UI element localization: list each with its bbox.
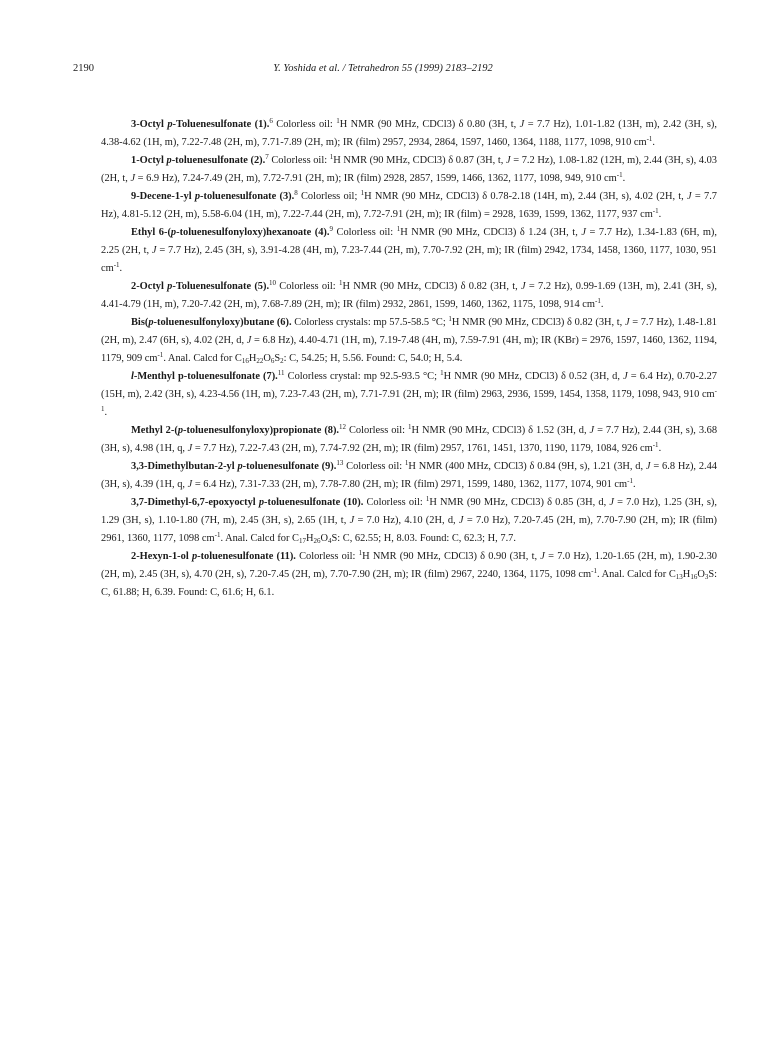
formula-subscript: 4 — [328, 537, 332, 545]
superscript: 1 — [408, 423, 412, 431]
name-text: 2-Octyl — [131, 281, 168, 292]
entry-text: : C, 54.25; H, 5.56. Found: C, 54.0; H, 5.4. — [283, 353, 463, 364]
entry-text: : C, 62.55; H, 8.03. Found: C, 62.3; H, 7.7. — [337, 533, 516, 544]
name-italic: p — [177, 425, 184, 436]
name-text: 1-Octyl — [131, 155, 167, 166]
name-text: -toluenesulfonate (9). — [242, 461, 337, 472]
formula-subscript: 16 — [241, 357, 249, 365]
entry-text: = 7.2 Hz), 1.08-1.82 (12H, m), 2.44 (3H, s), 4.03 (2H, t, — [101, 155, 717, 184]
compound-name — [131, 227, 329, 238]
reference-number: 13 — [336, 459, 344, 467]
entry-text: = 7.7 Hz), 1.48-1.81 (2H, m), 2.47 (6H, s), 4.02 (2H, d, — [101, 317, 717, 346]
name-italic: p — [167, 119, 173, 130]
entry-text: H NMR (90 MHz, CDCl3) δ 0.78-2.18 (14H, m), 2.44 (3H, s), 4.02 (2H, t, — [364, 191, 688, 202]
coupling-symbol: J — [624, 317, 630, 328]
entry-text: = 7.7 Hz), 1.34-1.83 (6H, m), 2.25 (2H, t, — [101, 227, 717, 256]
compound-name — [131, 317, 292, 328]
entry-text: H NMR (90 MHz, CDCl3) δ 0.82 (3H, t, — [342, 281, 522, 292]
formula-text: O — [263, 353, 271, 364]
entry-text: H NMR (90 MHz, CDCl3) δ 0.52 (3H, d, — [443, 371, 624, 382]
entry-text: Colorless oil: — [295, 551, 359, 562]
superscript: -1 — [627, 477, 633, 485]
coupling-symbol: J — [246, 335, 252, 346]
entry-text: Colorless oil: — [363, 497, 426, 508]
formula-subscript: 6 — [270, 357, 275, 365]
name-text: -toluenesulfonyloxy)hexanoate (4). — [176, 227, 330, 238]
compound-name — [131, 497, 363, 508]
formula-subscript: 3 — [704, 573, 709, 581]
formula-subscript: 22 — [256, 357, 264, 365]
page-header — [73, 63, 693, 79]
compound-entry — [101, 188, 717, 224]
superscript: -1 — [646, 135, 653, 143]
compound-name — [131, 281, 269, 292]
entry-text: = 7.0 Hz), 1.20-1.65 (2H, m), 1.90-2.30 (2H, m), 2.45 (3H, s), 4.70 (2H, s), 7.20-7.45 (2H, m), 7.70-7.90 (2H, m); IR (film) 2967, 2240, 1364, 1175, 1098 cm — [101, 551, 717, 580]
entry-text: H NMR (400 MHz, CDCl3) δ 0.84 (9H, s), 1.21 (3H, d, — [408, 461, 646, 472]
name-text: Bis( — [131, 317, 149, 328]
name-italic: p — [166, 155, 172, 166]
formula-subscript: 16 — [690, 573, 698, 581]
entry-text: = 6.4 Hz), 7.31-7.33 (2H, m), 7.78-7.80 (2H, m); IR (film) 2971, 1599, 1480, 1362, 1177, 1074, 901 cm — [192, 479, 628, 490]
compound-name — [131, 425, 339, 436]
entry-text: = 7.0 Hz), 1.25 (3H, s), 1.29 (3H, s), 1.10-1.80 (7H, m), 2.45 (3H, s), 2.65 (1H, t, — [101, 497, 717, 526]
entry-text: . — [632, 479, 636, 490]
compound-entry — [101, 494, 717, 548]
entry-text: . Anal. Calcd for C — [220, 533, 299, 544]
entry-text: = 7.2 Hz), 0.99-1.69 (13H, m), 2.41 (3H, s), 4.41-4.79 (1H, m), 7.20-7.42 (2H, m), 7.68-7.89 (2H, m); IR (film) 2932, 2861, 1599, 1460, 1362, 1175, 1098, 914 cm — [101, 281, 717, 310]
superscript: 1 — [448, 315, 452, 323]
entry-text: . Anal. Calcd for C — [596, 569, 676, 580]
formula-text: H — [682, 569, 691, 580]
name-text: Methyl 2-( — [131, 425, 178, 436]
superscript: -1 — [101, 387, 717, 413]
compound-name — [131, 371, 278, 382]
superscript: 1 — [338, 279, 343, 287]
coupling-symbol: J — [187, 443, 193, 454]
compound-entry — [101, 548, 717, 602]
formula-text: S — [274, 353, 281, 364]
formula-subscript: 17 — [298, 537, 306, 545]
name-text: -toluenesulfonate (2). — [171, 155, 266, 166]
superscript: -1 — [595, 297, 601, 305]
superscript: 1 — [404, 459, 409, 467]
reference-number: 10 — [269, 279, 277, 287]
coupling-symbol: J — [458, 515, 464, 526]
compound-name — [131, 191, 294, 202]
compound-name — [131, 551, 296, 562]
formula-text: H — [305, 533, 314, 544]
compound-entry — [101, 368, 717, 422]
reference-number: 12 — [339, 423, 347, 431]
coupling-symbol: J — [521, 281, 526, 292]
entry-text: = 7.0 Hz), 7.20-7.45 (2H, m), 7.70-7.90 (2H, m); IR (film) 2961, 1360, 1177, 1098 cm — [101, 515, 717, 544]
name-text: -Toluenesulfonate (1). — [172, 119, 270, 130]
entry-text: = 7.7 Hz), 2.44 (3H, s), 3.68 (3H, s), 4.98 (1H, q, — [101, 425, 718, 454]
name-text: -toluenesulfonyloxy)butane (6). — [153, 317, 292, 328]
entry-text: = 7.0 Hz), 4.10 (2H, d, — [354, 515, 459, 526]
entry-text: = 6.4 Hz), 0.70-2.27 (15H, m), 2.42 (3H, s), 4.23-4.56 (1H, m), 7.23-7.43 (2H, m), 7.71-7.91 (2H, m); IR (film) 2963, 2936, 1599, 1454, 1358, 1179, 1098, 943, 910 cm — [101, 371, 717, 400]
coupling-symbol: J — [540, 551, 545, 562]
name-text: Ethyl 6-( — [131, 227, 171, 238]
entry-text: H NMR (90 MHz, CDCl3) δ 1.52 (3H, d, — [411, 425, 590, 436]
reference-number: 8 — [294, 189, 298, 197]
entry-text: . Anal. Calcd for C — [163, 353, 242, 364]
entry-text: Colorless crystal: mp 92.5-93.5 °C; — [284, 371, 441, 382]
entry-text: . — [658, 443, 662, 454]
entry-text: H NMR (90 MHz, CDCl3) δ 0.80 (3H, t, — [339, 119, 520, 130]
formula-subscript: 13 — [675, 573, 683, 581]
compound-entry — [101, 458, 717, 494]
name-text: 2-Hexyn-1-ol — [131, 551, 192, 562]
name-italic: p — [194, 191, 201, 202]
entry-text: : C, 61.88; H, 6.39. Found: C, 61.6; H, 6.1. — [101, 569, 717, 598]
coupling-symbol: J — [609, 497, 614, 508]
entry-text: H NMR (90 MHz, CDCl3) δ 0.82 (3H, t, — [451, 317, 625, 328]
superscript: 1 — [336, 117, 340, 125]
superscript: 1 — [440, 369, 444, 377]
coupling-symbol: J — [151, 245, 157, 256]
name-text: -toluenesulfonyloxy)propionate (8). — [183, 425, 340, 436]
formula-text: O — [697, 569, 705, 580]
coupling-symbol: J — [130, 173, 136, 184]
superscript: -1 — [616, 171, 623, 179]
entry-text: . — [658, 209, 662, 220]
entry-text: Colorless oil: — [332, 227, 397, 238]
coupling-symbol: J — [645, 461, 651, 472]
compound-name — [131, 461, 336, 472]
coupling-symbol: J — [187, 479, 193, 490]
coupling-symbol: J — [506, 155, 511, 166]
compound-entry — [101, 224, 717, 278]
entry-text: Colorless oil: — [276, 281, 339, 292]
name-italic: p — [258, 497, 265, 508]
compound-entry — [101, 278, 717, 314]
reference-number: 6 — [269, 117, 273, 125]
reference-number: 7 — [265, 153, 269, 161]
name-text: 3,3-Dimethylbutan-2-yl — [131, 461, 238, 472]
formula-text: H — [248, 353, 257, 364]
superscript: 1 — [425, 495, 430, 503]
entry-text: = 7.7 Hz), 7.22-7.43 (2H, m), 7.74-7.92 (2H, m); IR (film) 2957, 1761, 1451, 1370, 1190, 1179, 1084, 926 cm — [192, 443, 653, 454]
entry-text: = 7.7 Hz), 4.81-5.12 (2H, m), 5.58-6.04 (1H, m), 7.22-7.44 (2H, m), 7.72-7.91 (2H, m); IR (film) = 2928, 1639, 1599, 1362, 1177, 937 cm — [101, 191, 718, 220]
running-title: Y. Yoshida et al. / Tetrahedron 55 (1999) 2183–2192 — [273, 63, 493, 74]
coupling-symbol: J — [623, 371, 628, 382]
coupling-symbol: J — [589, 425, 595, 436]
name-italic: p — [191, 551, 198, 562]
formula-text: S — [331, 533, 338, 544]
name-italic: p — [167, 281, 173, 292]
coupling-symbol: J — [581, 227, 586, 238]
entry-text: Colorless oil; — [297, 191, 361, 202]
coupling-symbol: J — [519, 119, 525, 130]
name-text: -Toluenesulfonate (5). — [172, 281, 270, 292]
reference-number: 9 — [329, 225, 333, 233]
superscript: 1 — [360, 189, 365, 197]
entry-text: = 6.9 Hz), 7.24-7.49 (2H, m), 7.72-7.91 (2H, m); IR (film) 2928, 2857, 1599, 1466, 1362, 1177, 1098, 949, 910 cm — [135, 173, 617, 184]
superscript: -1 — [214, 531, 221, 539]
compound-entry — [101, 314, 717, 368]
superscript: 1 — [329, 153, 334, 161]
superscript: -1 — [157, 351, 164, 359]
page-number: 2190 — [73, 63, 94, 74]
entry-text: = 6.8 Hz), 2.44 (3H, s), 4.39 (1H, q, — [101, 461, 717, 490]
superscript: -1 — [652, 441, 659, 449]
entry-text: . — [119, 263, 123, 274]
entry-text: . — [652, 137, 656, 148]
reference-number: 11 — [277, 369, 285, 377]
entry-text: . — [600, 299, 604, 310]
entry-text: . — [622, 173, 626, 184]
name-italic: p — [170, 227, 177, 238]
formula-text: S — [708, 569, 715, 580]
entry-text: = 7.7 Hz), 2.45 (3H, s), 3.91-4.28 (4H, m), 7.23-7.44 (2H, m), 7.70-7.92 (2H, m); IR (film) 2942, 1734, 1458, 1360, 1177, 1030, 951 cm — [101, 245, 717, 274]
name-text: -toluenesulfonate (11). — [197, 551, 296, 562]
superscript: -1 — [591, 567, 597, 575]
name-italic: p — [148, 317, 154, 328]
coupling-symbol: J — [349, 515, 355, 526]
experimental-section — [101, 116, 717, 602]
entry-text: H NMR (90 MHz, CDCl3) δ 1.24 (3H, t, — [400, 227, 582, 238]
compound-entry — [101, 422, 717, 458]
name-text: -toluenesulfonate (10). — [264, 497, 364, 508]
entry-text: = 7.7 Hz), 1.01-1.82 (13H, m), 2.42 (3H, s), 4.38-4.62 (1H, m), 7.22-7.48 (2H, m), 7.71-7.89 (2H, m); IR (film) 2957, 2934, 2864, 1597, 1460, 1364, 1188, 1177, 1098, 910 cm — [101, 119, 717, 148]
superscript: -1 — [113, 261, 120, 269]
name-text: 3-Octyl — [131, 119, 168, 130]
name-text: -Menthyl p-toluenesulfonate (7). — [133, 371, 278, 382]
name-text: -toluenesulfonate (3). — [200, 191, 295, 202]
superscript: 1 — [358, 549, 363, 557]
entry-text: Colorless oil: — [346, 425, 408, 436]
entry-text: = 6.8 Hz), 4.40-4.71 (1H, m), 7.19-7.48 (4H, m), 7.59-7.91 (4H, m); IR (KBr) = 2976, 1597, 1460, 1362, 1194, 1179, 909 cm — [101, 335, 717, 364]
name-text: 9-Decene-1-yl — [131, 191, 195, 202]
entry-text: H NMR (90 MHz, CDCl3) δ 0.90 (3H, t, — [362, 551, 541, 562]
name-italic: l — [131, 371, 134, 382]
formula-subscript: 2 — [280, 357, 284, 365]
compound-name — [131, 119, 269, 130]
entry-text: Colorless oil: — [268, 155, 330, 166]
superscript: 1 — [396, 225, 401, 233]
formula-text: O — [320, 533, 328, 544]
name-italic: p — [237, 461, 243, 472]
entry-text: Colorless oil: — [272, 119, 337, 130]
entry-text: . — [104, 407, 108, 418]
entry-text: H NMR (90 MHz, CDCl3) δ 0.85 (3H, d, — [429, 497, 610, 508]
compound-entry — [101, 152, 717, 188]
name-text: 3,7-Dimethyl-6,7-epoxyoctyl — [131, 497, 259, 508]
superscript: -1 — [652, 207, 659, 215]
compound-entry — [101, 116, 717, 152]
entry-text: Colorless oil: — [343, 461, 405, 472]
coupling-symbol: J — [687, 191, 692, 202]
formula-subscript: 26 — [313, 537, 321, 545]
entry-text: Colorless crystals: mp 57.5-58.5 °C; — [291, 317, 449, 328]
entry-text: H NMR (90 MHz, CDCl3) δ 0.87 (3H, t, — [333, 155, 506, 166]
compound-name — [131, 155, 265, 166]
